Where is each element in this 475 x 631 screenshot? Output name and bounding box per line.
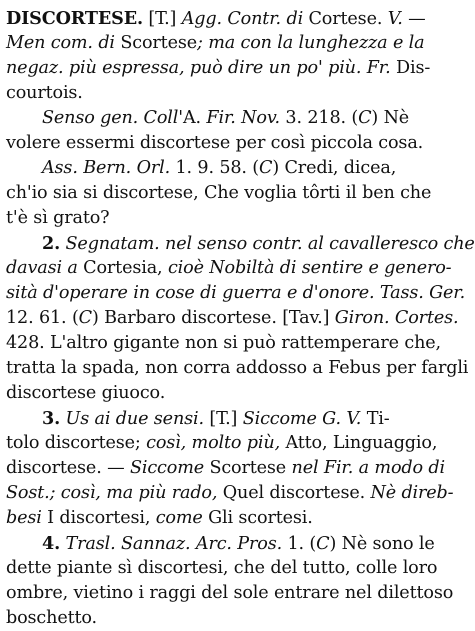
entry-text-run: nel Fir. a modo di [291, 458, 445, 478]
entry-text-run: discortese. — [6, 458, 130, 478]
entry-text-run: di [286, 9, 304, 29]
entry-line [6, 456, 469, 481]
entry-line [6, 131, 469, 156]
entry-line [6, 306, 469, 331]
entry-text-run: 3. 218. ( [279, 108, 359, 128]
entry-text-run: Cortesia, [77, 258, 168, 278]
entry-text-run: 'A. [178, 108, 207, 128]
entry-text-run: ) Barbaro discortese. [Tav.] [91, 308, 335, 328]
entry-text-run: Quel discortese. [217, 483, 371, 503]
entry-text-run: C [316, 534, 330, 554]
entry-line [6, 56, 469, 81]
entry-text-run: I discortesi, [41, 508, 156, 528]
entry-line [6, 31, 469, 56]
entry-text-run: Ass. Bern. Orl. [42, 158, 171, 178]
entry-text-run: DISCORTESE. [6, 8, 143, 29]
entry-text-run: C [78, 308, 92, 328]
entry-line [6, 481, 469, 506]
entry-text-run: ) Credi, dicea, [272, 158, 397, 178]
entry-text-run: ch'io sia si discortese, Che voglia tôrti il ben che [6, 183, 432, 203]
entry-text-run: Men com. di [6, 33, 115, 53]
entry-text-run: Cortese. [303, 9, 388, 29]
entry-line [6, 581, 469, 606]
entry-text-run: Siccome [129, 458, 204, 478]
entry-line [6, 531, 469, 556]
entry-text-run: cioè [167, 258, 204, 278]
entry-text-run: Scortese [114, 33, 197, 53]
entry-line [6, 431, 469, 456]
entry-line [6, 331, 469, 356]
entry-text-run: Dis- [390, 58, 431, 78]
entry-text-run: courtois. [6, 83, 83, 103]
entry-line [6, 281, 469, 306]
entry-text-run: [T.] [203, 409, 243, 429]
entry-text-run: ; ma con la lunghezza e la [196, 33, 425, 53]
entry-line [6, 406, 469, 431]
entry-text-run: 3. [42, 408, 61, 429]
entry-text-run: C [259, 158, 273, 178]
entry-line [6, 6, 469, 31]
entry-text-run: ) Nè sono le [329, 534, 435, 554]
entry-line [6, 556, 469, 581]
entry-text-run: t'è sì grato? [6, 208, 110, 228]
entry-text-run: davasi a [6, 258, 78, 278]
dictionary-entry-discortese [6, 6, 475, 631]
entry-text-run: negaz. più espressa, può dire un po' più. Fr. [6, 58, 391, 78]
entry-text-run: C [358, 108, 372, 128]
entry-line [6, 206, 469, 231]
entry-text-run: besi [6, 508, 42, 528]
entry-text-run: ai due sensi. [94, 409, 204, 429]
entry-line [6, 356, 469, 381]
entry-line [6, 106, 469, 131]
entry-text-run: 1. 9. 58. ( [170, 158, 260, 178]
entry-text-run: V. [387, 9, 403, 29]
entry-text-run: 4. [42, 533, 61, 554]
entry-line [6, 381, 469, 406]
entry-text-run: tratta la spada, non corra addosso a Febus per fargli [6, 358, 469, 378]
entry-line [6, 231, 475, 256]
entry-line [6, 606, 469, 631]
entry-text-run: Fir. Nov. [206, 108, 280, 128]
entry-line [6, 156, 469, 181]
entry-text-run: 428. L'altro gigante non si può rattemperare che, [6, 333, 441, 353]
entry-line [6, 81, 469, 106]
entry-text-run: Siccome G. V. [242, 409, 362, 429]
entry-text-run: volere essermi discortese per così piccola cosa. [6, 133, 424, 153]
entry-text-run: ombre, vietino i raggi del sole entrare nel dilettoso [6, 583, 454, 603]
entry-text-run: ) Nè [371, 108, 410, 128]
entry-text-run: Giron. Cortes. [334, 308, 459, 328]
entry-text-run: 2. [42, 233, 61, 254]
entry-text-run: discortese giuoco. [6, 383, 166, 403]
entry-line [6, 506, 469, 531]
entry-text-run: boschetto. [6, 608, 97, 628]
entry-text-run: tolo discortese; [6, 433, 147, 453]
entry-text-run: Scortese [204, 458, 292, 478]
entry-line [6, 256, 469, 281]
entry-line [6, 181, 469, 206]
entry-text-run: Segnatam. nel senso contr. al cavalleresco che [65, 234, 475, 254]
entry-text-run: dette piante sì discortesi, che del tutto, colle loro [6, 558, 438, 578]
entry-text-run: Atto, Linguaggio, [280, 433, 438, 453]
entry-text-run: Sost.; così, ma più rado, [6, 483, 218, 503]
entry-text-run: così, molto più, [146, 433, 281, 453]
entry-text-run: sità d'operare in cose di guerra e d'onore. Tass. Ger. [6, 283, 466, 303]
entry-text-run: 12. 61. ( [6, 308, 79, 328]
entry-text-run: Senso gen. Coll [42, 108, 179, 128]
entry-text-run: Nobiltà di sentire e genero- [203, 258, 452, 278]
entry-text-run: Nè direb- [370, 483, 454, 503]
entry-text-run: 1. ( [282, 534, 317, 554]
entry-text-run: Agg. Contr. [181, 9, 281, 29]
entry-text-run: Ti- [361, 409, 390, 429]
entry-text-run: come [155, 508, 203, 528]
entry-text-run: Us [65, 409, 90, 429]
entry-text-run: [T.] [142, 9, 182, 29]
entry-text-run: Gli scortesi. [202, 508, 313, 528]
entry-text-run: Trasl. Sannaz. Arc. Pros. [65, 534, 283, 554]
entry-text-run: — [402, 9, 426, 29]
